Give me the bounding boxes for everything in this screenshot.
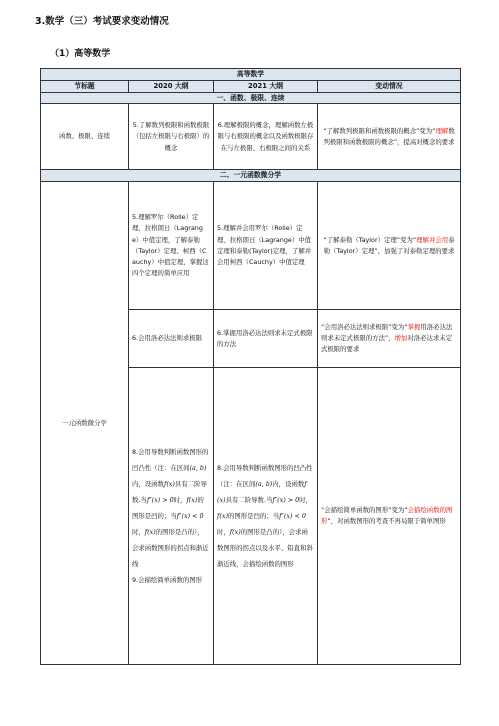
change-description: “了解数列极限和函数极限的概念”变为“理解数列极限和函数极限的概念”，提高对概念的要求 — [318, 104, 461, 170]
new-requirement: 6.理解极限的概念，理解函数左极限与右极限的概念以及函数极限存在与左极限、右极限之间的关系 — [214, 104, 318, 170]
table-row — [41, 182, 461, 310]
new-requirement: 5.理解并会用罗尔（Rolle）定理、拉格朗日（Lagrange）中值定理和泰勒(Taylor)定理，了解并会用柯西（Cauchy）中值定理 — [214, 182, 318, 310]
change-description: “了解泰勒（Taylor）定理”变为“理解并会用泰勒（Taylor）定理”，加强了对泰勒定理的要求 — [318, 182, 461, 310]
math-fx: f(x) — [144, 528, 156, 537]
highlight-text: 掌握 — [407, 323, 421, 331]
highlight-text: 理解并会用 — [416, 235, 449, 244]
math-fx: f(x) — [163, 480, 175, 489]
old-requirement: 6.会用洛必达法则求极限 — [129, 310, 214, 368]
header-section-title: 节标题 — [41, 80, 129, 92]
math-interval: (a, b) — [255, 480, 273, 489]
old-requirement: 5.理解罗尔（Rolle）定理、拉格朗日（Lagrange）中值定理，了解泰勒（Taylor）定理、柯西（Cauchy）中值定理，掌握这四个定理的简单应用 — [129, 182, 214, 310]
old-requirement: 5.了解数列极限和函数极限（包括左极限与右极限）的概念 — [129, 104, 214, 170]
table-caption-row — [41, 69, 461, 81]
math-condition: f″(x) < 0 — [279, 512, 306, 521]
header-2021-syllabus: 2021 大纲 — [214, 80, 318, 92]
math-condition: f″(x) > 0 — [146, 496, 174, 505]
header-change: 变动情况 — [318, 80, 461, 92]
math-fx: f(x) — [217, 512, 228, 521]
section-row — [41, 92, 461, 104]
math-interval: (a, b) — [189, 464, 207, 473]
math-condition: f″(x) > 0 — [272, 496, 300, 505]
highlight-text: 会描绘函数的图形 — [321, 506, 453, 526]
table-caption: 高等数学 — [41, 69, 461, 81]
math-fx: f(x) — [186, 496, 198, 505]
section-row — [41, 170, 461, 182]
highlight-text: 增加 — [394, 334, 408, 343]
change-description: “会用洛必达法则求极限”变为“掌握用洛必达法则求未定式极限的方法”，增加对洛必达求未定式极限的要求 — [318, 310, 461, 368]
row-title: 一元函数微分学 — [41, 182, 129, 665]
section-heading: 3.数学（三）考试要求变动情况 — [35, 16, 169, 27]
table-header-row — [41, 80, 461, 92]
math-fx: f(x) — [217, 480, 307, 505]
row-title: 函数、极限、连续 — [41, 104, 129, 170]
highlight-text: 理解 — [435, 126, 449, 135]
subsection-heading: （1）高等数学 — [50, 49, 111, 59]
header-2020-syllabus: 2020 大纲 — [129, 80, 214, 92]
section-1-title: 一、函数、极限、连续 — [41, 92, 461, 104]
old-requirement: 8.会用导数判断函数图形的凹凸性（注：在区间(a, b)内，设函数f(x)具有二阶导数.当f″(x) > 0时，f(x)的图形是凹的；当f″(x) < 0时，f(x)的图形是凸的），会求函数图形的拐点和渐近线 9.会描绘简单函数的图形 — [129, 368, 214, 665]
syllabus-change-table — [40, 68, 461, 665]
math-fx: f(x) — [229, 528, 241, 537]
table-row — [41, 104, 461, 170]
new-requirement: 8.会用导数判断函数图形的凹凸性（注：在区间(a, b)内，设函数f(x)具有二阶导数.当f″(x) > 0时，f(x)的图形是凹的；当f″(x) < 0时，f(x)的图形是凸的），会求函数图形的拐点以及水平、铅直和斜渐近线，会描绘函数的图形 — [214, 368, 318, 665]
change-description: “会描绘简单函数的图形”变为“会描绘函数的图形”，对函数图形的考查不再局限于简单图形 — [318, 368, 461, 665]
new-requirement: 6.掌握用洛必达法则求未定式极限的方法 — [214, 310, 318, 368]
math-condition: f″(x) < 0 — [176, 512, 204, 521]
section-2-title: 二、一元函数微分学 — [41, 170, 461, 182]
